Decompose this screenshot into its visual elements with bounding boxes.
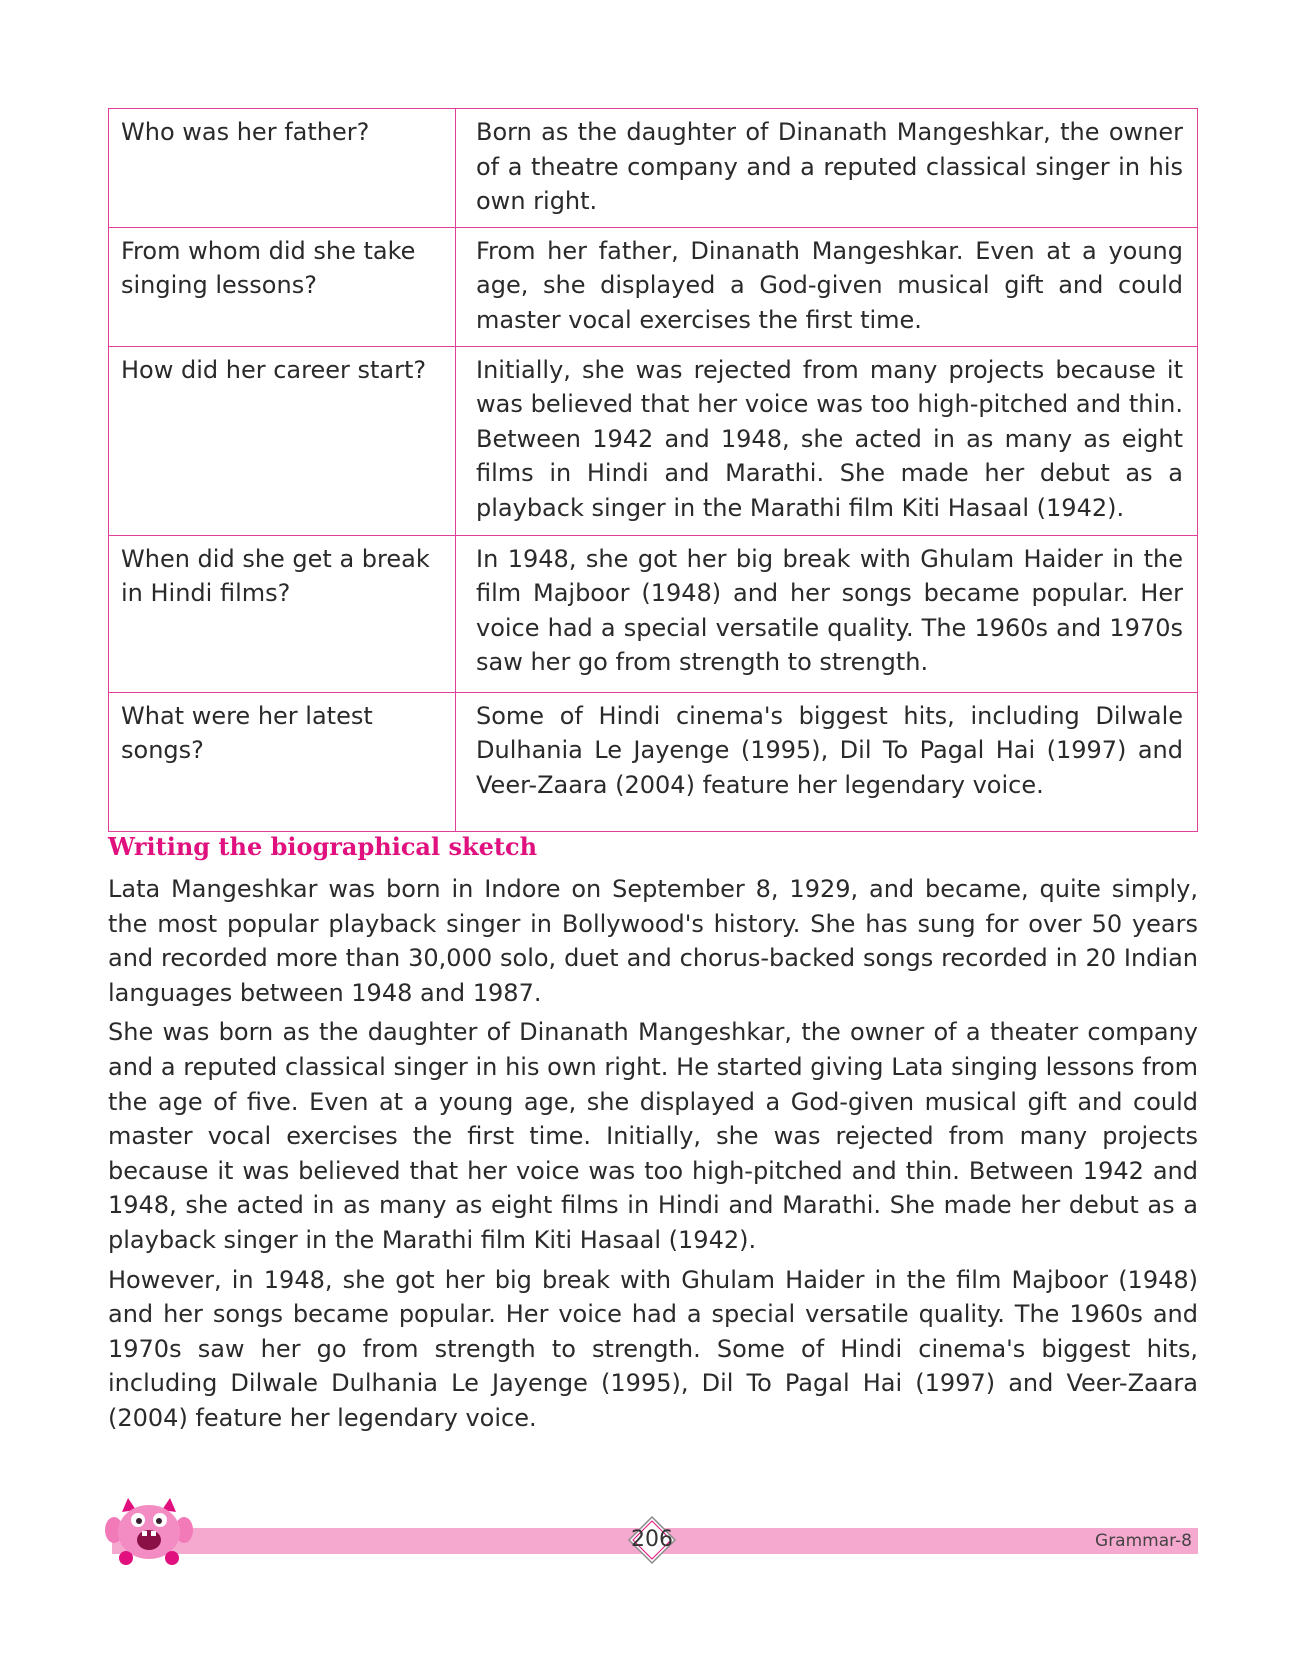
question-cell: What were her latest songs?	[109, 692, 456, 831]
paragraph: However, in 1948, she got her big break with Ghulam Haider in the film Majboor (1948) and her songs became popular. Her voice had a special versatile quality. The 1960s and 1970s saw her go from strength to strength. Some of Hindi cinema's biggest hits, including Dilwale Dulhania Le Jayenge (1995), Dil To Pagal Hai (1997) and Veer-Zaara (2004) feature her legendary voice.	[108, 1265, 1198, 1432]
question-cell: From whom did she take singing lessons?	[109, 227, 456, 346]
answer-cell: Born as the daughter of Dinanath Mangeshkar, the owner of a theatre company and a reputed classical singer in his own right.	[456, 109, 1198, 228]
answer-cell: From her father, Dinanath Mangeshkar. Even at a young age, she displayed a God-given musical gift and could master vocal exercises the first time.	[456, 227, 1198, 346]
section-heading: Writing the biographical sketch	[108, 832, 538, 861]
qa-table	[108, 108, 1198, 832]
page-number: 206	[631, 1527, 673, 1552]
paragraph: Lata Mangeshkar was born in Indore on September 8, 1929, and became, quite simply, the most popular playback singer in Bollywood's history. She has sung for over 50 years and recorded more than 30,000 solo, duet and chorus-backed songs recorded in 20 Indian languages between 1948 and 1987.	[108, 875, 1198, 1007]
question-cell: When did she get a break in Hindi films?	[109, 535, 456, 692]
question-cell: How did her career start?	[109, 346, 456, 535]
table-row	[109, 227, 1198, 346]
answer-cell: Initially, she was rejected from many projects because it was believed that her voice was too high-pitched and thin. Between 1942 and 1948, she acted in as many as eight films in Hindi and Marathi. She made her debut as a playback singer in the Marathi film Kiti Hasaal (1942).	[456, 346, 1198, 535]
table-row	[109, 535, 1198, 692]
answer-cell: Some of Hindi cinema's biggest hits, including Dilwale Dulhania Le Jayenge (1995), Dil To Pagal Hai (1997) and Veer-Zaara (2004) feature her legendary voice.	[456, 692, 1198, 831]
book-title: Grammar-8	[1095, 1531, 1192, 1551]
table-row	[109, 692, 1198, 831]
table-row	[109, 109, 1198, 228]
pink-monster-icon	[104, 1494, 194, 1566]
question-cell: Who was her father?	[109, 109, 456, 228]
table-row	[109, 346, 1198, 535]
answer-cell: In 1948, she got her big break with Ghulam Haider in the film Majboor (1948) and her songs became popular. Her voice had a special versatile quality. The 1960s and 1970s saw her go from strength to strength.	[456, 535, 1198, 692]
paragraph: She was born as the daughter of Dinanath Mangeshkar, the owner of a theater company and a reputed classical singer in his own right. He started giving Lata singing lessons from the age of five. Even at a young age, she displayed a God-given musical gift and could master vocal exercises the first time. Initially, she was rejected from many projects because it was believed that her voice was too high-pitched and thin. Between 1942 and 1948, she acted in as many as eight films in Hindi and Marathi. She made her debut as a playback singer in the Marathi film Kiti Hasaal (1942).	[108, 1018, 1198, 1254]
biographical-sketch	[108, 872, 1198, 1441]
